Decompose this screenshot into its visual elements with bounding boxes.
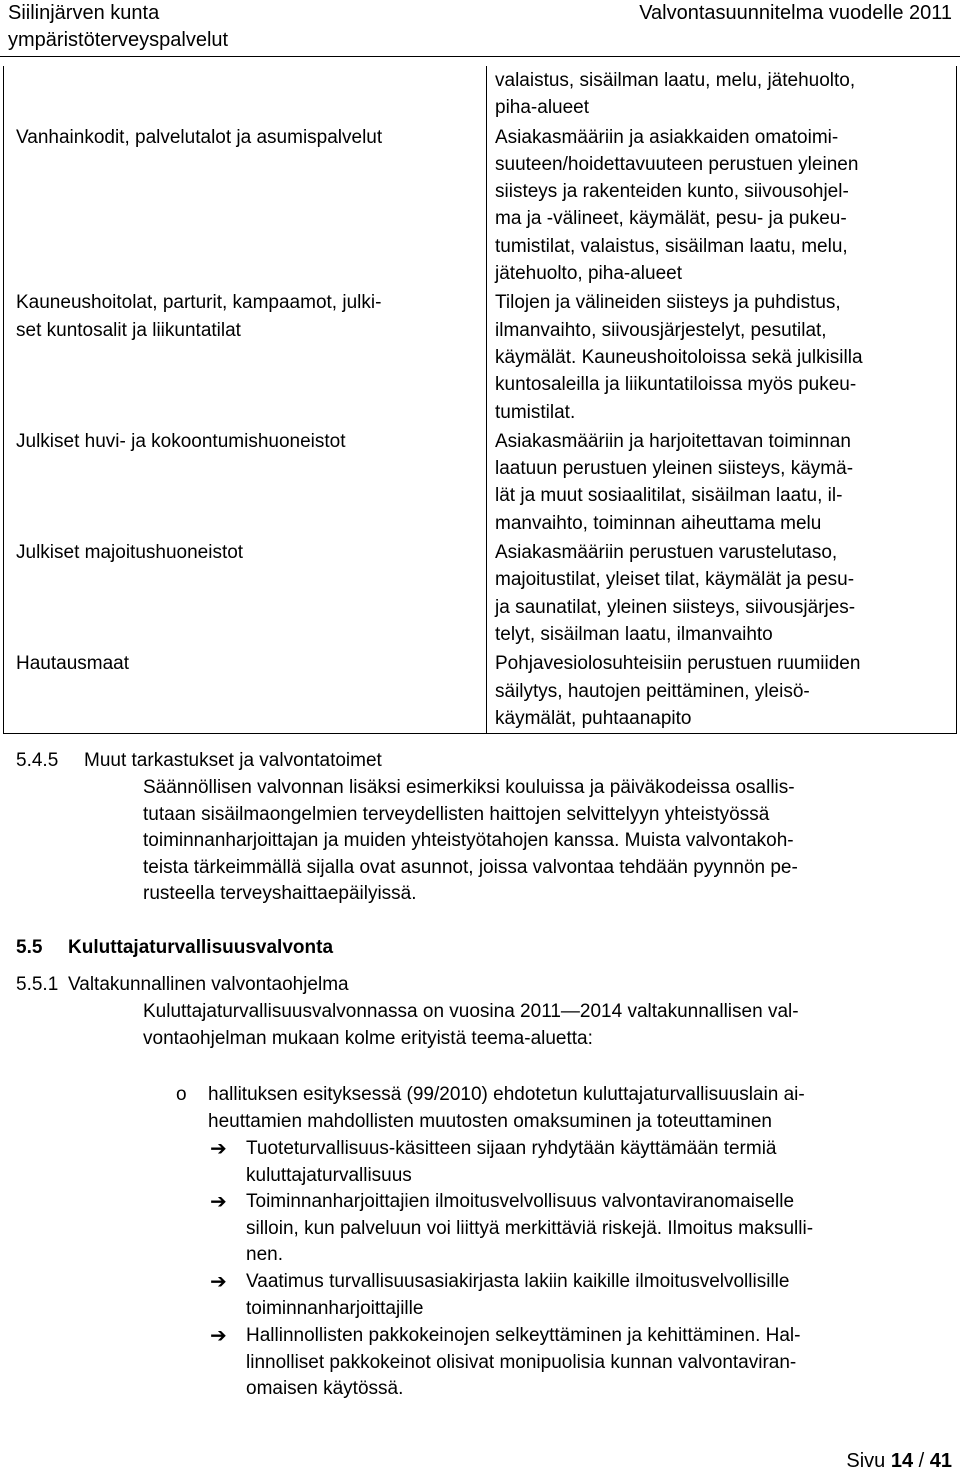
section-number: 5.5.1 (16, 974, 59, 995)
table-cell-content (487, 66, 957, 123)
bullet-line: toiminnanharjoittajille (246, 1297, 424, 1319)
cell-line: kuntosaleilla ja liikuntatiloissa myös pukeu- (495, 374, 857, 396)
bullet-line: silloin, kun palveluun voi liittyä merkittäviä riskejä. Ilmoitus maksulli- (246, 1217, 814, 1239)
paragraph-line: teista tärkeimmällä sijalla ovat asunnot, joissa valvontaa tehdään pyynnön pe- (143, 856, 798, 878)
cell-line: Kauneushoitolat, parturit, kampaamot, julki- (16, 292, 382, 314)
cell-line: laatuun perustuen yleinen siisteys, käymä- (495, 458, 854, 480)
paragraph-line: tutaan sisäilmaongelmien terveydellisten haittojen selvittelyyn yhteistyössä (143, 803, 770, 825)
cell-line: ma ja -välineet, käymälät, pesu- ja pukeu- (495, 208, 847, 230)
table-cell-label (4, 427, 487, 538)
cell-line: Vanhainkodit, palvelutalot ja asumispalvelut (16, 126, 383, 148)
bullet-line: Vaatimus turvallisuusasiakirjasta lakiin kaikille ilmoitusvelvollisille (246, 1271, 790, 1292)
cell-line: piha-alueet (495, 97, 590, 119)
table-cell-label (4, 66, 487, 123)
cell-line: lät ja muut sosiaalitilat, sisäilman laatu, il- (495, 485, 843, 507)
paragraph-line: Kuluttajaturvallisuusvalvonnassa on vuosina 2011—2014 valtakunnallisen val- (143, 1001, 799, 1022)
circle-bullet-icon: o (176, 1084, 187, 1105)
cell-line: valaistus, sisäilman laatu, melu, jätehuolto, (495, 70, 856, 91)
header-document-title: Valvontasuunnitelma vuodelle 2011 (639, 2, 952, 24)
table-cell-label (4, 123, 487, 289)
table-cell-label (4, 288, 487, 426)
table-cell-label (4, 538, 487, 649)
section-title: Valtakunnallinen valvontaohjelma (68, 974, 349, 995)
cell-line: Pohjavesiolosuhteisiin perustuen ruumiiden (495, 653, 861, 675)
cell-line: säilytys, hautojen peittäminen, yleisö- (495, 680, 810, 702)
sub-bullet-text (246, 1189, 813, 1269)
arrow-right-icon: ➔ (210, 1138, 227, 1160)
table-row (4, 427, 957, 538)
inspection-table (3, 66, 957, 734)
section-title: Muut tarkastukset ja valvontatoimet (84, 750, 382, 771)
table-row (4, 66, 957, 123)
cell-line: Hautausmaat (16, 653, 130, 675)
cell-line: suuteen/hoidettavuuteen perustuen yleinen (495, 153, 859, 175)
page-separator: / (913, 1450, 930, 1472)
table-cell-content (487, 427, 957, 538)
cell-line: ja saunatilat, yleinen siisteys, siivousjärjes- (495, 596, 856, 618)
table-row (4, 538, 957, 649)
section-number: 5.4.5 (16, 750, 59, 771)
bullet-line: nen. (246, 1244, 283, 1265)
table-cell-content (487, 538, 957, 649)
header-organization (8, 0, 228, 54)
cell-line: Tilojen ja välineiden siisteys ja puhdistus, (495, 292, 841, 314)
paragraph-line: toiminnanharjoittajan ja muiden yhteistyötahojen kanssa. Muista valvontakoh- (143, 830, 794, 851)
section-title: Kuluttajaturvallisuusvalvonta (68, 937, 334, 958)
page-label: Sivu (846, 1450, 891, 1472)
cell-line: Julkiset majoitushuoneistot (16, 542, 244, 564)
paragraph-line: Säännöllisen valvonnan lisäksi esimerkiksi kouluissa ja päiväkodeissa osallis- (143, 777, 795, 798)
table-row (4, 288, 957, 426)
cell-line: jätehuolto, piha-alueet (495, 263, 682, 285)
arrow-right-icon: ➔ (210, 1271, 227, 1293)
bullet-line: heuttamien mahdollisten muutosten omaksuminen ja toteuttaminen (208, 1110, 772, 1132)
bullet-text (208, 1082, 805, 1135)
cell-line: Julkiset huvi- ja kokoontumishuoneistot (16, 430, 346, 452)
bullet-line: linnolliset pakkokeinot olisivat monipuolisia kunnan valvontaviran- (246, 1351, 797, 1373)
sub-bullet-text (246, 1136, 777, 1189)
header-divider (0, 56, 960, 57)
bullet-line: omaisen käytössä. (246, 1378, 404, 1399)
section-number: 5.5 (16, 937, 43, 958)
arrow-right-icon: ➔ (210, 1325, 227, 1347)
cell-line: Asiakasmääriin perustuen varustelutaso, (495, 542, 838, 564)
cell-line: siisteys ja rakenteiden kunto, siivousohjel- (495, 181, 849, 203)
cell-line: käymälät. Kauneushoitoloissa sekä julkisilla (495, 346, 863, 368)
cell-line: manvaihto, toiminnan aiheuttama melu (495, 512, 822, 534)
paragraph-line: rusteella terveyshaittaepäilyissä. (143, 883, 417, 904)
paragraph-line: vontaohjelman mukaan kolme erityistä teema-aluetta: (143, 1027, 593, 1049)
header-department: ympäristöterveyspalvelut (8, 29, 229, 51)
total-pages: 41 (929, 1450, 952, 1472)
paragraph (143, 999, 943, 1052)
bullet-line: Hallinnollisten pakkokeinojen selkeyttäminen ja kehittäminen. Hal- (246, 1325, 801, 1346)
arrow-right-icon: ➔ (210, 1191, 227, 1213)
cell-line: Asiakasmääriin ja asiakkaiden omatoimi- (495, 126, 839, 148)
table-cell-content (487, 649, 957, 733)
table-row (4, 123, 957, 289)
current-page: 14 (890, 1450, 914, 1472)
cell-line: tumistilat. (495, 401, 576, 423)
bullet-line: Toiminnanharjoittajien ilmoitusvelvollisuus valvontaviranomaiselle (246, 1191, 795, 1212)
cell-line: käymälät, puhtaanapito (495, 707, 692, 729)
page-number (846, 1450, 952, 1473)
cell-line: Asiakasmääriin ja harjoitettavan toiminnan (495, 430, 851, 452)
table-row (4, 649, 957, 733)
cell-line: majoitustilat, yleiset tilat, käymälät ja pesu- (495, 569, 855, 591)
table-cell-label (4, 649, 487, 733)
cell-line: set kuntosalit ja liikuntatilat (16, 319, 241, 341)
bullet-line: Tuoteturvallisuus-käsitteen sijaan ryhdytään käyttämään termiä (246, 1138, 777, 1159)
paragraph (143, 775, 943, 908)
table-cell-content (487, 123, 957, 289)
cell-line: ilmanvaihto, siivousjärjestelyt, pesutilat, (495, 319, 827, 341)
bullet-line: hallituksen esityksessä (99/2010) ehdotetun kuluttajaturvallisuuslain ai- (208, 1084, 805, 1105)
cell-line: tumistilat, valaistus, sisäilman laatu, melu, (495, 235, 848, 257)
bullet-line: kuluttajaturvallisuus (246, 1164, 412, 1186)
table-cell-content (487, 288, 957, 426)
sub-bullet-text (246, 1269, 789, 1322)
cell-line: telyt, sisäilman laatu, ilmanvaihto (495, 623, 773, 645)
header-municipality: Siilinjärven kunta (8, 2, 160, 24)
sub-bullet-text (246, 1323, 800, 1403)
